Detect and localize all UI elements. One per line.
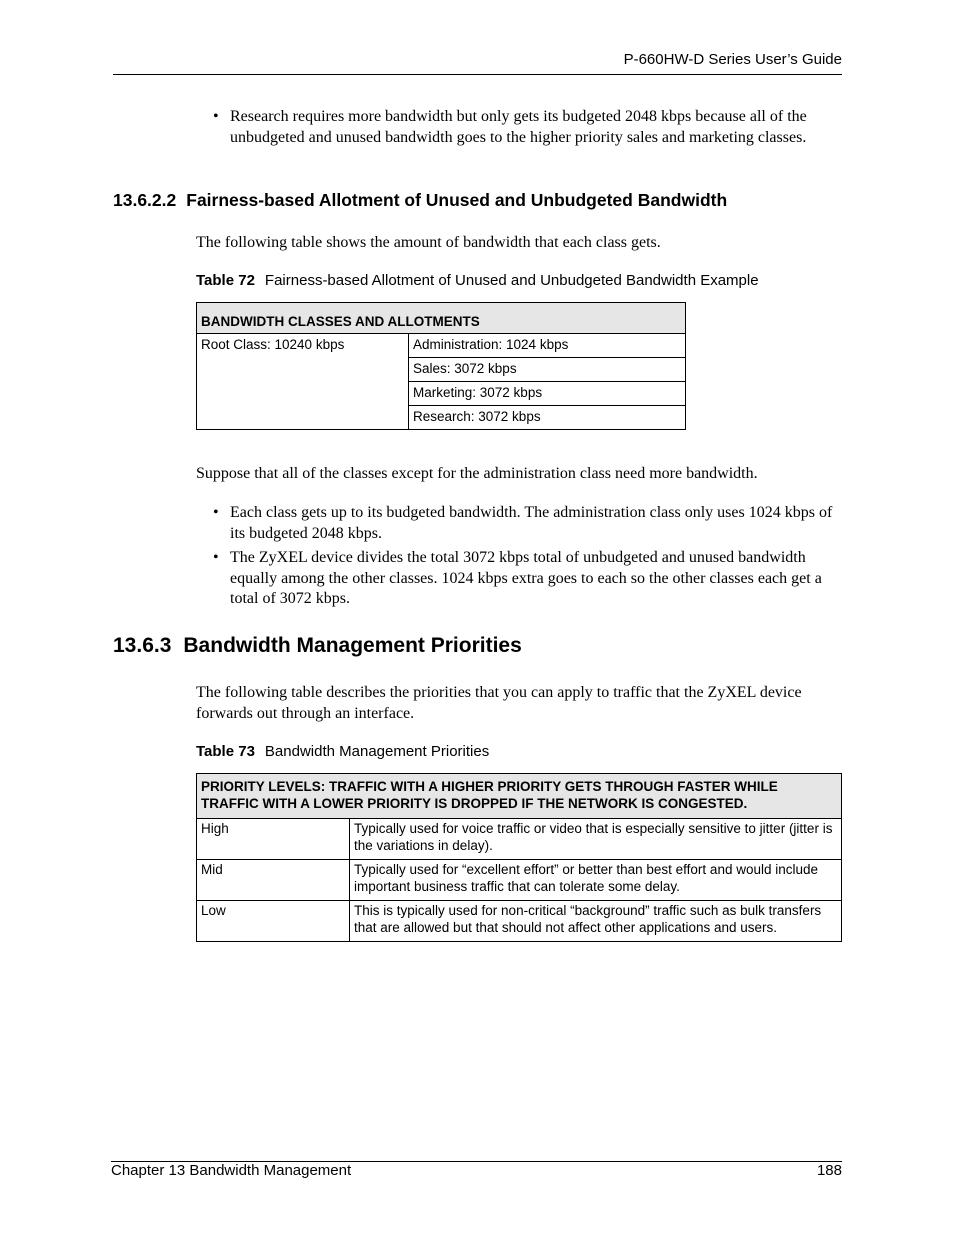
bandwidth-allotment-table: [196, 302, 686, 430]
table-header-cell: PRIORITY LEVELS: TRAFFIC WITH A HIGHER PRIORITY GETS THROUGH FASTER WHILE TRAFFIC WITH A LOWER PRIORITY IS DROPPED IF THE NETWORK IS CONGESTED.: [197, 774, 842, 819]
priority-description-cell: This is typically used for non-critical “background” traffic such as bulk transfers that are allowed but that should not affect other applications and users.: [350, 901, 842, 942]
section-number: 13.6.2.2: [113, 190, 177, 210]
table-row: [197, 860, 842, 901]
priority-level-cell: Low: [197, 901, 350, 942]
table-label: Table 72: [196, 272, 255, 289]
table-row: [197, 819, 842, 860]
section-title: Bandwidth Management Priorities: [183, 634, 522, 657]
section-intro: The following table shows the amount of bandwidth that each class gets.: [196, 234, 661, 251]
list-item: [196, 548, 844, 610]
priority-levels-table: [196, 773, 842, 942]
table-caption-text: Bandwidth Management Priorities: [264, 743, 490, 760]
table-73-caption: [196, 743, 489, 760]
header-divider: [113, 74, 842, 75]
root-class-cell: Root Class: 10240 kbps: [197, 334, 409, 430]
table-header-cell: BANDWIDTH CLASSES AND ALLOTMENTS: [197, 303, 686, 334]
child-class-cell: Sales: 3072 kbps: [409, 358, 686, 382]
section-title: Fairness-based Allotment of Unused and Unbudgeted Bandwidth: [186, 190, 728, 210]
child-class-cell: Marketing: 3072 kbps: [409, 382, 686, 406]
table-row: [197, 901, 842, 942]
table-row: [197, 334, 686, 358]
table-72-caption: [196, 272, 759, 289]
research-bullet-list: [196, 107, 844, 152]
section-heading-1363: [113, 634, 522, 658]
priority-description-cell: Typically used for “excellent effort” or better than best effort and would include important business traffic that can tolerate some delay.: [350, 860, 842, 901]
running-header-title: P-660HW-D Series User’s Guide: [623, 51, 842, 68]
priority-level-cell: Mid: [197, 860, 350, 901]
bullet-text: The ZyXEL device divides the total 3072 kbps total of unbudgeted and unused bandwidth equally among the other classes. 1024 kbps extra goes to each so the other classes each get a total of 3072 kbps.: [230, 549, 822, 607]
bullet-icon: •: [213, 108, 219, 125]
child-class-cell: Administration: 1024 kbps: [409, 334, 686, 358]
page-number: 188: [816, 1162, 842, 1179]
section-heading-13622: [113, 190, 727, 211]
table-caption-text: Fairness-based Allotment of Unused and Unbudgeted Bandwidth Example: [264, 272, 759, 289]
table-header-row: [197, 303, 686, 334]
priority-level-cell: High: [197, 819, 350, 860]
bullet-icon: •: [213, 504, 219, 521]
footer-chapter: Chapter 13 Bandwidth Management: [111, 1162, 352, 1179]
bullet-text: Research requires more bandwidth but only gets its budgeted 2048 kbps because all of the unbudgeted and unused bandwidth goes to the higher priority sales and marketing classes.: [230, 108, 807, 146]
allocation-bullet-list: [196, 503, 844, 614]
section-intro: The following table describes the priorities that you can apply to traffic that the ZyXEL device forwards out through an interface.: [196, 684, 802, 722]
priority-description-cell: Typically used for voice traffic or video that is especially sensitive to jitter (jitter is the variations in delay).: [350, 819, 842, 860]
list-item: [196, 503, 844, 544]
section-number: 13.6.3: [113, 634, 172, 657]
list-item: [196, 107, 844, 148]
table-header-row: [197, 774, 842, 819]
child-class-cell: Research: 3072 kbps: [409, 406, 686, 430]
suppose-paragraph: Suppose that all of the classes except for the administration class need more bandwidth.: [196, 465, 758, 482]
bullet-text: Each class gets up to its budgeted bandwidth. The administration class only uses 1024 kbps of its budgeted 2048 kbps.: [230, 504, 833, 542]
table-label: Table 73: [196, 743, 255, 760]
bullet-icon: •: [213, 549, 219, 566]
